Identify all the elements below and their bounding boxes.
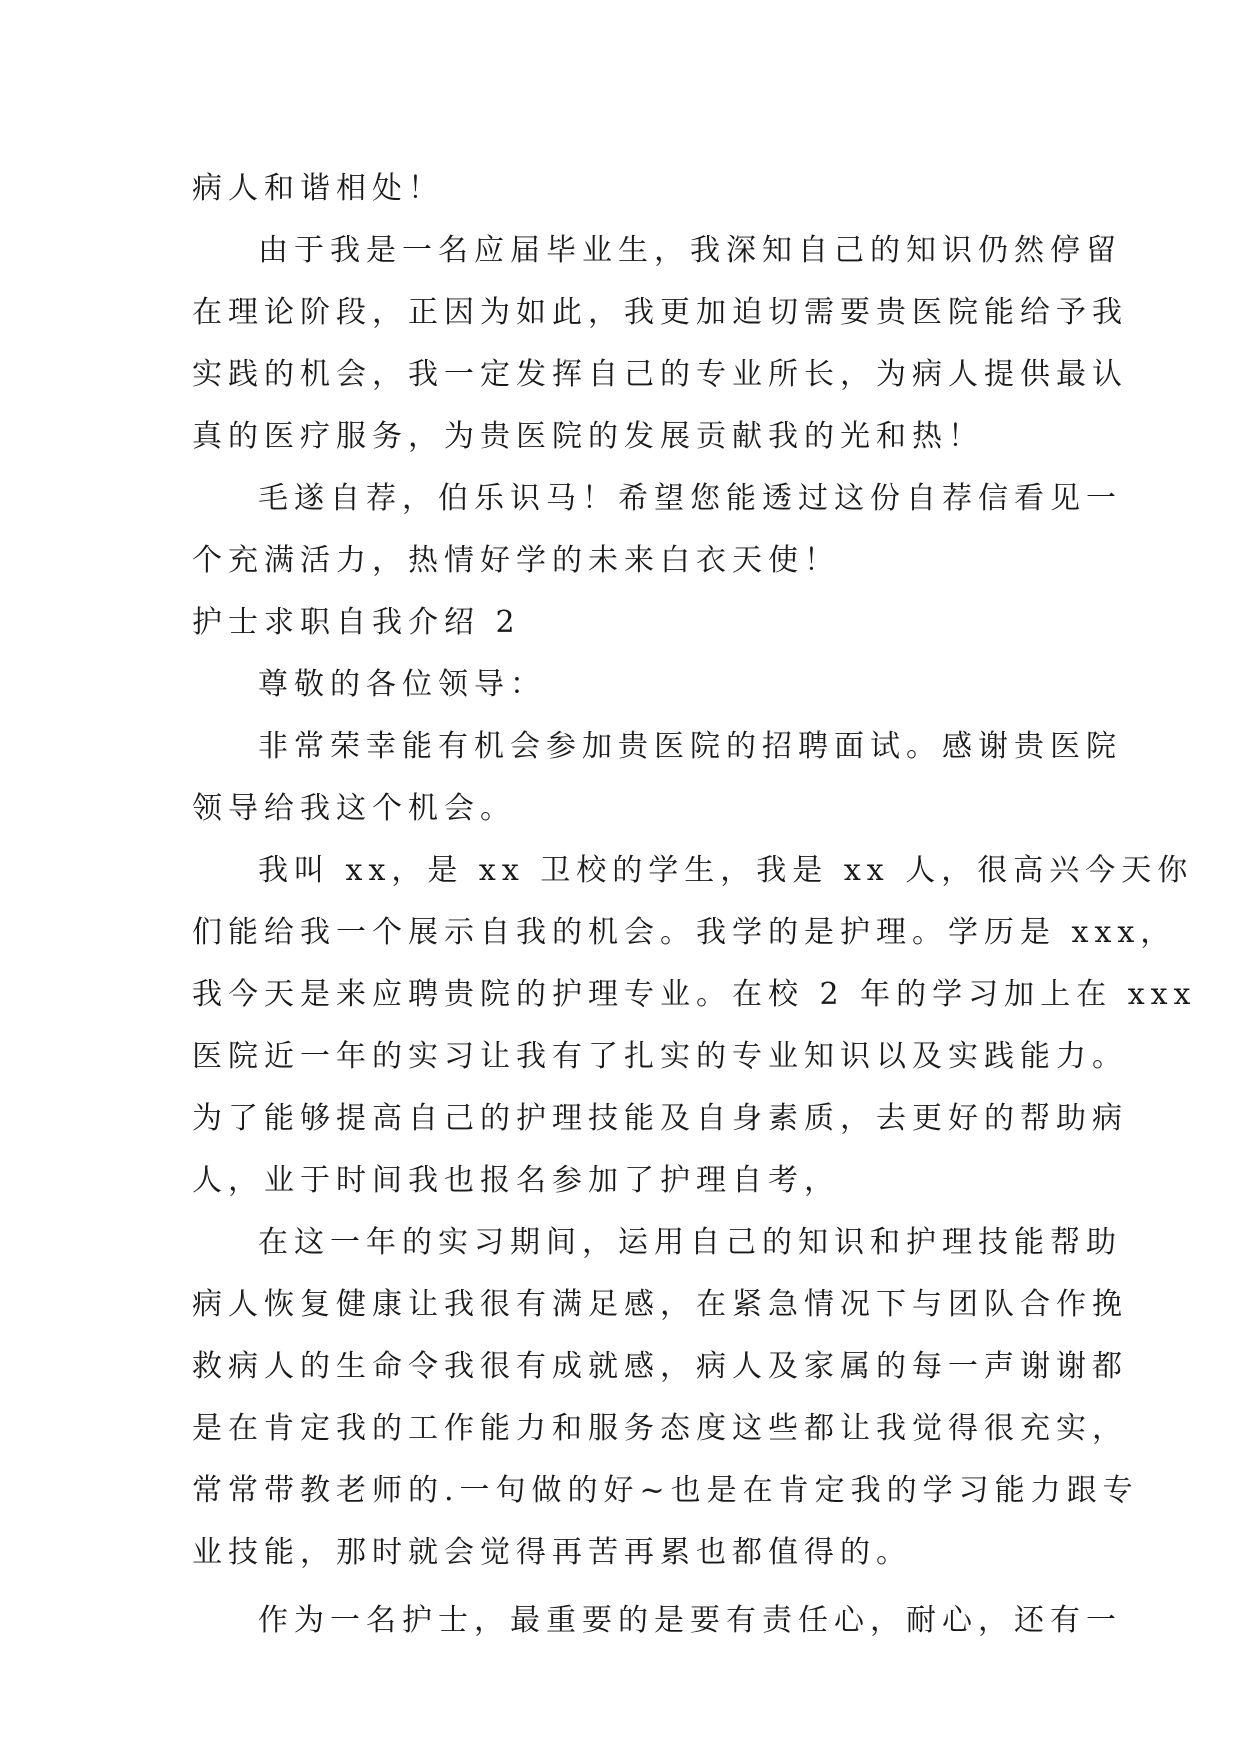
text-line: 个充满活力，热情好学的未来白衣天使！	[192, 543, 840, 578]
text-line: 真的医疗服务，为贵医院的发展贡献我的光和热！	[192, 419, 984, 454]
salutation: 尊敬的各位领导：	[258, 667, 546, 702]
paragraph-start-line: 我叫 xx，是 xx 卫校的学生，我是 xx 人，很高兴今天你	[258, 853, 1194, 888]
text-line: 是在肯定我的工作能力和服务态度这些都让我觉得很充实，	[192, 1411, 1128, 1446]
paragraph-start-line: 在这一年的实习期间，运用自己的知识和护理技能帮助	[258, 1225, 1122, 1260]
text-line: 医院近一年的实习让我有了扎实的专业知识以及实践能力。	[192, 1039, 1128, 1074]
text-line: 我今天是来应聘贵院的护理专业。在校 2 年的学习加上在 xxx	[192, 977, 1197, 1012]
text-line: 实践的机会，我一定发挥自己的专业所长，为病人提供最认	[192, 357, 1128, 392]
text-line: 在理论阶段，正因为如此，我更加迫切需要贵医院能给予我	[192, 295, 1128, 330]
section-heading: 护士求职自我介绍 2	[192, 605, 521, 640]
text-line: 病人和谐相处！	[192, 171, 444, 206]
paragraph-start-line: 非常荣幸能有机会参加贵医院的招聘面试。感谢贵医院	[258, 729, 1122, 764]
text-line: 为了能够提高自己的护理技能及自身素质，去更好的帮助病	[192, 1101, 1128, 1136]
text-line: 救病人的生命令我很有成就感，病人及家属的每一声谢谢都	[192, 1349, 1128, 1384]
document-body	[192, 158, 1197, 1652]
text-line: 病人恢复健康让我很有满足感，在紧急情况下与团队合作挽	[192, 1287, 1128, 1322]
text-line: 们能给我一个展示自我的机会。我学的是护理。学历是 xxx，	[192, 915, 1177, 950]
text-line: 常常带教老师的.一句做的好~也是在肯定我的学习能力跟专	[192, 1473, 1139, 1508]
text-line: 领导给我这个机会。	[192, 791, 516, 826]
paragraph-start-line: 毛遂自荐，伯乐识马！希望您能透过这份自荐信看见一	[258, 481, 1122, 516]
paragraph-start-line: 作为一名护士，最重要的是要有责任心，耐心，还有一	[258, 1603, 1122, 1638]
text-line: 人，业于时间我也报名参加了护理自考，	[192, 1163, 840, 1198]
text-line: 业技能，那时就会觉得再苦再累也都值得的。	[192, 1535, 912, 1570]
paragraph-start-line: 由于我是一名应届毕业生，我深知自己的知识仍然停留	[258, 233, 1122, 268]
